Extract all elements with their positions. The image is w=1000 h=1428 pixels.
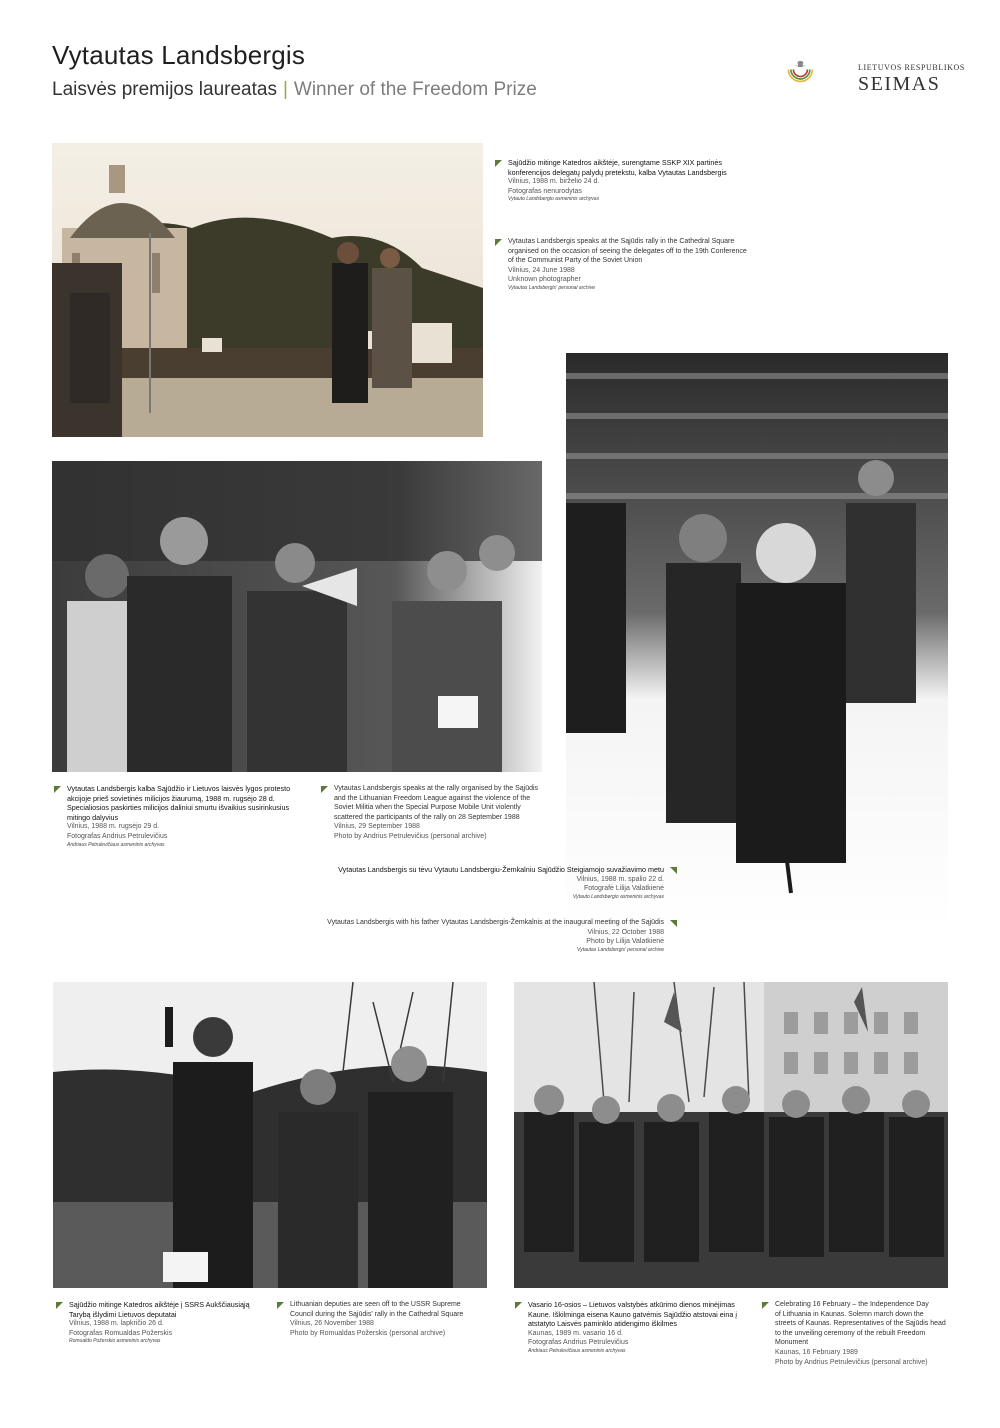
caption-photo2-en: Vytautas Landsbergis speaks at the rally organised by the Sąjūdis and the Lithuanian Freedom League against the violence of the Soviet Militia when the Special Purpose Mobile Unit violently scattered the participants of the rally on 28 September 1988 Vilnius, 29 September 1988 Photo by Andrius Petrulevičius (personal archive) (334, 784, 564, 842)
caption-marker-icon (515, 1302, 522, 1309)
photo-megaphone-rally-1988 (52, 461, 542, 772)
caption-marker-icon (321, 786, 328, 793)
page-title: Vytautas Landsbergis (52, 40, 306, 70)
photo-father-son-1988 (566, 353, 948, 930)
caption-marker-icon (495, 160, 502, 167)
caption-photo3-lt: Vytautas Landsbergis su tėvu Vytautu Landsbergiu-Žemkalniu Sąjūdžio Steigiamojo suvažiavimo metu Vilnius, 1988 m. spalio 22 d. Fotografė Lilija Valatkienė Vytauto Landsbergio asmeninis archyvas (300, 865, 664, 901)
caption-photo2-lt: Vytautas Landsbergis kalba Sąjūdžio ir Lietuvos laisvės lygos protesto akcijoje prieš sovietinės milicijos žiaurumą, 1988 m. rugsėjo 28 d. Specialiosios paskirties milicijos daliniui smurtu išvaikius susirinkusius mitingo dalyvius Vilnius, 1988 m. rugsėjo 29 d. Fotografas Andrius Petrulevičius Andriaus Petrulevičiaus asmeninis archyvas (67, 784, 312, 849)
logo-line1: LIETUVOS RESPUBLIKOS (858, 63, 965, 72)
page-subtitle (52, 79, 537, 101)
caption-marker-icon (762, 1302, 769, 1309)
caption-photo4-lt: Sąjūdžio mitinge Katedros aikštėje į SSRS Aukščiausiąją Tarybą išlydimi Lietuvos deputatai Vilnius, 1988 m. lapkričio 26 d. Fotografas Romualdas Požerskis Romualdo Požerskio asmeninis archyvas (69, 1300, 264, 1346)
logo-line2: SEIMAS (858, 73, 941, 95)
caption-photo5-lt: Vasario 16-osios – Lietuvos valstybės atkūrimo dienos minėjimas Kaune. Iškilminga eisena Kauno gatvėmis Sąjūdžio atstovai eina į atstatyto Laisvės paminklo atidengimo iškilmes Kaunas, 1989 m. vasario 16 d. Fotografas Andrius Petrulevičius Andriaus Petrulevičiaus asmeninis archyvas (528, 1300, 748, 1355)
subtitle-en: Winner of the Freedom Prize (293, 79, 537, 100)
caption-photo5-en: Celebrating 16 February – the Independence Day of Lithuania in Kaunas. Solemn march down the streets of Kaunas. Representatives of the Sąjūdis head to the unveiling ceremony of the rebuilt Freedom Monument Kaunas, 16 February 1989 Photo by Andrius Petrulevičius (personal archive) (775, 1300, 955, 1367)
subtitle-lt: Laisvės premijos laureatas (52, 79, 277, 100)
subtitle-separator: | (282, 79, 288, 100)
caption-marker-icon (495, 239, 502, 246)
caption-marker-icon (54, 786, 61, 793)
caption-photo1-en: Vytautas Landsbergis speaks at the Sąjūdis rally in the Cathedral Square organised on the occasion of seeing the delegates off to the 19th Conference of the Communist Party of the Soviet Union Vilnius, 24 June 1988 Unknown photographer Vytautas Landsbergis' personal archive (508, 237, 768, 292)
caption-photo3-en: Vytautas Landsbergis with his father Vytautas Landsbergis-Žemkalnis at the inaugural meeting of the Sąjūdis Vilnius, 22 October 1988 Photo by Lilija Valatkienė Vytautas Landsbergis' personal archive (300, 918, 664, 954)
caption-marker-icon (277, 1302, 284, 1309)
photo-deputies-seen-off-1988 (53, 982, 487, 1288)
seimas-emblem-icon (786, 46, 856, 98)
caption-marker-icon (670, 920, 677, 927)
caption-photo1-lt: Sąjūdžio mitinge Katedros aikštėje, surengtame SSKP XIX partinės konferencijos delegatų palydų pretekstu, kalba Vytautas Landsbergis Vilnius, 1988 m. birželio 24 d. Fotografas nenurodytas Vytauto Landsbergio asmeninis archyvas (508, 158, 768, 204)
caption-marker-icon (56, 1302, 63, 1309)
caption-photo4-en: Lithuanian deputies are seen off to the USSR Supreme Council during the Sąjūdis' rally in the Cathedral Square Vilnius, 26 November 1988 Photo by Romualdas Požerskis (personal archive) (290, 1300, 490, 1338)
caption-marker-icon (670, 867, 677, 874)
photo-kaunas-march-1989 (514, 982, 948, 1288)
photo-cathedral-rally-1988 (52, 143, 483, 437)
